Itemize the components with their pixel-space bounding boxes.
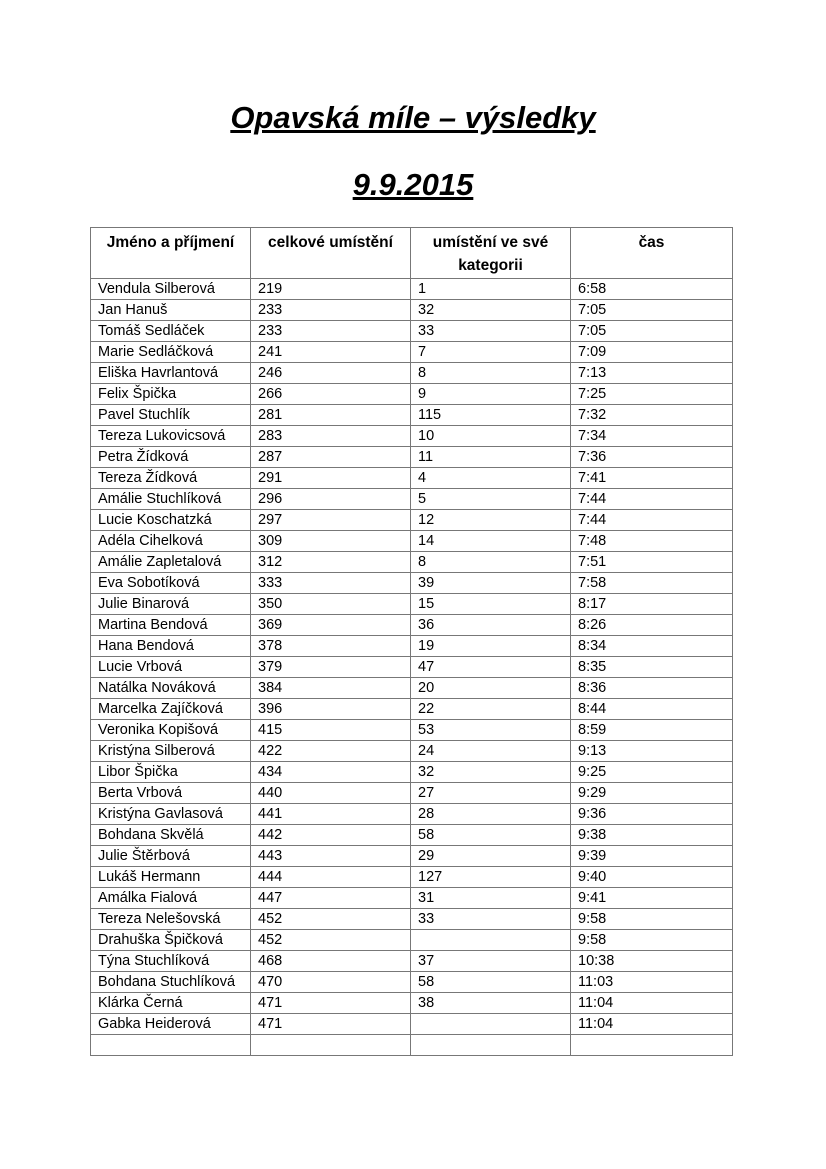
table-row (91, 489, 733, 510)
cell-category-rank: 37 (411, 951, 571, 972)
cell-name: Tereza Žídková (91, 468, 251, 489)
cell-time: 8:36 (571, 678, 733, 699)
cell-category-rank: 15 (411, 594, 571, 615)
cell-category-rank: 33 (411, 321, 571, 342)
table-row (91, 951, 733, 972)
cell-name: Bohdana Stuchlíková (91, 972, 251, 993)
table-row (91, 972, 733, 993)
table-row (91, 657, 733, 678)
cell-time: 9:41 (571, 888, 733, 909)
table-row (91, 1035, 733, 1056)
cell-overall-rank: 333 (251, 573, 411, 594)
cell-time: 11:04 (571, 1014, 733, 1035)
cell-category-rank: 36 (411, 615, 571, 636)
cell-name: Eliška Havrlantová (91, 363, 251, 384)
cell-overall-rank: 241 (251, 342, 411, 363)
cell-overall-rank: 384 (251, 678, 411, 699)
cell-name: Julie Binarová (91, 594, 251, 615)
table-row (91, 510, 733, 531)
cell-category-rank: 8 (411, 552, 571, 573)
cell-time: 7:32 (571, 405, 733, 426)
cell-category-rank: 8 (411, 363, 571, 384)
cell-name: Amálie Zapletalová (91, 552, 251, 573)
table-row (91, 741, 733, 762)
cell-time: 9:40 (571, 867, 733, 888)
table-row (91, 846, 733, 867)
cell-category-rank: 115 (411, 405, 571, 426)
cell-name: Tereza Nelešovská (91, 909, 251, 930)
cell-overall-rank: 396 (251, 699, 411, 720)
table-row (91, 1014, 733, 1035)
cell-name: Tomáš Sedláček (91, 321, 251, 342)
table-row (91, 993, 733, 1014)
cell-overall-rank: 291 (251, 468, 411, 489)
cell-overall-rank: 452 (251, 930, 411, 951)
cell-name: Libor Špička (91, 762, 251, 783)
table-row (91, 867, 733, 888)
table-row (91, 783, 733, 804)
cell-category-rank: 12 (411, 510, 571, 531)
table-row (91, 636, 733, 657)
table-row (91, 888, 733, 909)
cell-name: Lucie Koschatzká (91, 510, 251, 531)
cell-overall-rank: 379 (251, 657, 411, 678)
table-row (91, 720, 733, 741)
cell-overall-rank: 422 (251, 741, 411, 762)
cell-category-rank: 19 (411, 636, 571, 657)
cell-name: Adéla Cihelková (91, 531, 251, 552)
table-row (91, 279, 733, 300)
cell-name: Gabka Heiderová (91, 1014, 251, 1035)
cell-category-rank: 5 (411, 489, 571, 510)
cell-overall-rank: 444 (251, 867, 411, 888)
cell-overall-rank: 441 (251, 804, 411, 825)
cell-overall-rank: 452 (251, 909, 411, 930)
cell-name: Kristýna Gavlasová (91, 804, 251, 825)
event-date: 9.9.2015 (352, 167, 474, 202)
table-row (91, 342, 733, 363)
results-table (90, 227, 733, 1056)
table-body (91, 279, 733, 1056)
cell-name: Hana Bendová (91, 636, 251, 657)
cell-category-rank: 31 (411, 888, 571, 909)
cell-time: 7:25 (571, 384, 733, 405)
cell-category-rank (411, 930, 571, 951)
cell-time: 9:25 (571, 762, 733, 783)
cell-overall-rank: 219 (251, 279, 411, 300)
cell-time: 7:05 (571, 321, 733, 342)
cell-name: Marcelka Zajíčková (91, 699, 251, 720)
cell-time: 8:44 (571, 699, 733, 720)
page-title: Opavská míle – výsledky (230, 100, 596, 135)
cell-category-rank: 127 (411, 867, 571, 888)
cell-category-rank: 28 (411, 804, 571, 825)
header-category-rank: umístění ve své kategorii (411, 228, 571, 279)
cell-name: Lukáš Hermann (91, 867, 251, 888)
table-row (91, 405, 733, 426)
cell-category-rank: 47 (411, 657, 571, 678)
cell-name: Vendula Silberová (91, 279, 251, 300)
cell-overall-rank: 369 (251, 615, 411, 636)
cell-time: 7:34 (571, 426, 733, 447)
table-row (91, 909, 733, 930)
cell-time: 8:17 (571, 594, 733, 615)
cell-category-rank: 38 (411, 993, 571, 1014)
table-row (91, 531, 733, 552)
cell-category-rank: 32 (411, 762, 571, 783)
cell-overall-rank: 434 (251, 762, 411, 783)
cell-overall-rank: 443 (251, 846, 411, 867)
table-row (91, 573, 733, 594)
cell-name (91, 1035, 251, 1056)
cell-name: Kristýna Silberová (91, 741, 251, 762)
cell-overall-rank: 442 (251, 825, 411, 846)
cell-name: Lucie Vrbová (91, 657, 251, 678)
cell-name: Bohdana Skvělá (91, 825, 251, 846)
cell-overall-rank: 468 (251, 951, 411, 972)
table-row (91, 321, 733, 342)
cell-time: 7:05 (571, 300, 733, 321)
cell-time: 9:38 (571, 825, 733, 846)
table-row (91, 447, 733, 468)
header-time: čas (571, 228, 733, 279)
cell-overall-rank: 350 (251, 594, 411, 615)
table-row (91, 594, 733, 615)
cell-overall-rank: 233 (251, 300, 411, 321)
cell-time: 8:34 (571, 636, 733, 657)
cell-time: 9:58 (571, 909, 733, 930)
cell-overall-rank: 287 (251, 447, 411, 468)
cell-overall-rank: 471 (251, 993, 411, 1014)
cell-overall-rank: 246 (251, 363, 411, 384)
table-row (91, 930, 733, 951)
header-overall-rank: celkové umístění (251, 228, 411, 279)
cell-category-rank: 1 (411, 279, 571, 300)
header-name: Jméno a příjmení (91, 228, 251, 279)
cell-time: 9:58 (571, 930, 733, 951)
cell-name: Veronika Kopišová (91, 720, 251, 741)
cell-category-rank: 10 (411, 426, 571, 447)
cell-time: 8:35 (571, 657, 733, 678)
cell-time: 9:36 (571, 804, 733, 825)
cell-category-rank: 39 (411, 573, 571, 594)
cell-time: 8:59 (571, 720, 733, 741)
table-row (91, 825, 733, 846)
cell-name: Týna Stuchlíková (91, 951, 251, 972)
cell-name: Natálka Nováková (91, 678, 251, 699)
cell-time: 7:44 (571, 489, 733, 510)
cell-time: 7:41 (571, 468, 733, 489)
cell-time: 9:13 (571, 741, 733, 762)
cell-category-rank: 27 (411, 783, 571, 804)
cell-category-rank: 58 (411, 972, 571, 993)
cell-time: 7:09 (571, 342, 733, 363)
cell-overall-rank: 281 (251, 405, 411, 426)
cell-time: 11:04 (571, 993, 733, 1014)
cell-name: Martina Bendová (91, 615, 251, 636)
cell-name: Petra Žídková (91, 447, 251, 468)
cell-time (571, 1035, 733, 1056)
cell-overall-rank: 440 (251, 783, 411, 804)
cell-overall-rank: 312 (251, 552, 411, 573)
cell-category-rank: 11 (411, 447, 571, 468)
cell-overall-rank: 415 (251, 720, 411, 741)
cell-category-rank: 33 (411, 909, 571, 930)
cell-category-rank (411, 1035, 571, 1056)
cell-time: 6:58 (571, 279, 733, 300)
cell-time: 7:13 (571, 363, 733, 384)
table-header-row (91, 228, 733, 279)
cell-name: Amálka Fialová (91, 888, 251, 909)
cell-name: Felix Špička (91, 384, 251, 405)
table-row (91, 678, 733, 699)
cell-name: Tereza Lukovicsová (91, 426, 251, 447)
cell-time: 9:39 (571, 846, 733, 867)
cell-overall-rank: 470 (251, 972, 411, 993)
cell-overall-rank: 378 (251, 636, 411, 657)
table-row (91, 363, 733, 384)
cell-name: Jan Hanuš (91, 300, 251, 321)
table-row (91, 699, 733, 720)
cell-time: 10:38 (571, 951, 733, 972)
cell-category-rank: 24 (411, 741, 571, 762)
cell-category-rank: 9 (411, 384, 571, 405)
cell-category-rank: 4 (411, 468, 571, 489)
cell-overall-rank: 471 (251, 1014, 411, 1035)
cell-time: 7:44 (571, 510, 733, 531)
cell-name: Amálie Stuchlíková (91, 489, 251, 510)
cell-name: Drahuška Špičková (91, 930, 251, 951)
table-row (91, 384, 733, 405)
cell-overall-rank: 297 (251, 510, 411, 531)
table-row (91, 804, 733, 825)
cell-time: 11:03 (571, 972, 733, 993)
table-row (91, 762, 733, 783)
cell-name: Julie Štěrbová (91, 846, 251, 867)
cell-category-rank: 20 (411, 678, 571, 699)
cell-overall-rank: 233 (251, 321, 411, 342)
table-row (91, 552, 733, 573)
cell-time: 8:26 (571, 615, 733, 636)
cell-overall-rank: 447 (251, 888, 411, 909)
cell-name: Marie Sedláčková (91, 342, 251, 363)
table-row (91, 426, 733, 447)
cell-time: 7:36 (571, 447, 733, 468)
cell-overall-rank: 266 (251, 384, 411, 405)
cell-category-rank: 14 (411, 531, 571, 552)
cell-category-rank: 32 (411, 300, 571, 321)
cell-time: 7:51 (571, 552, 733, 573)
cell-category-rank: 7 (411, 342, 571, 363)
cell-overall-rank: 283 (251, 426, 411, 447)
cell-name: Klárka Černá (91, 993, 251, 1014)
cell-time: 9:29 (571, 783, 733, 804)
cell-category-rank: 58 (411, 825, 571, 846)
cell-name: Eva Sobotíková (91, 573, 251, 594)
cell-category-rank (411, 1014, 571, 1035)
table-row (91, 615, 733, 636)
cell-category-rank: 53 (411, 720, 571, 741)
cell-overall-rank (251, 1035, 411, 1056)
cell-time: 7:58 (571, 573, 733, 594)
cell-name: Berta Vrbová (91, 783, 251, 804)
cell-name: Pavel Stuchlík (91, 405, 251, 426)
cell-overall-rank: 309 (251, 531, 411, 552)
table-row (91, 300, 733, 321)
cell-category-rank: 29 (411, 846, 571, 867)
cell-overall-rank: 296 (251, 489, 411, 510)
cell-category-rank: 22 (411, 699, 571, 720)
table-row (91, 468, 733, 489)
cell-time: 7:48 (571, 531, 733, 552)
